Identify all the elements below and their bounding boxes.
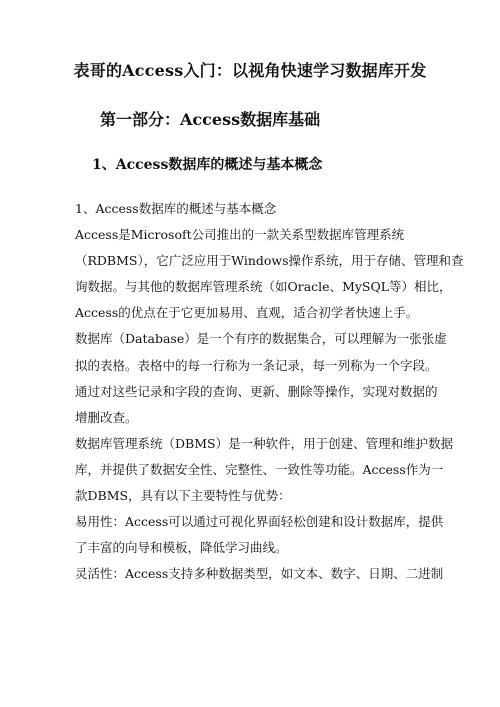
section-heading: 1、Access数据库的概述与基本概念 [92, 157, 323, 173]
part-heading: 第一部分：Access数据库基础 [100, 110, 321, 129]
text-line: 灵活性：Access支持多种数据类型，如文本、数字、日期、二进制 [75, 566, 444, 582]
text-line: （RDBMS），它广泛应用于Windows操作系统，用于存储、管理和查 [75, 253, 464, 269]
text-line: 拟的表格。表格中的每一行称为一条记录，每一列称为一个字段。 [75, 357, 438, 373]
text-line: 增删改查。 [75, 409, 138, 425]
text-line: 1、Access数据库的概述与基本概念 [75, 201, 277, 216]
text-line: 数据库（Database）是一个有序的数据集合，可以理解为一张张虚 [75, 331, 447, 347]
text-line: 询数据。与其他的数据库管理系统（如Oracle、MySQL等）相比， [75, 279, 452, 295]
document-title: 表哥的Access入门：以视角快速学习数据库开发 [73, 61, 427, 80]
text-line: 了丰富的向导和模板，降低学习曲线。 [75, 540, 288, 556]
text-line: Access的优点在于它更加易用、直观，适合初学者快速上手。 [75, 305, 419, 321]
paragraph [75, 561, 444, 587]
body-text [75, 196, 464, 587]
text-line: 易用性：Access可以通过可视化界面轻松创建和设计数据库，提供 [75, 514, 444, 530]
paragraph [75, 431, 454, 509]
text-line: Access是Microsoft公司推出的一款关系型数据库管理系统 [75, 227, 405, 243]
text-line: 库，并提供了数据安全性、完整性、一致性等功能。Access作为一 [75, 461, 444, 477]
text-line: 款DBMS，具有以下主要特性与优势： [75, 488, 291, 504]
text-line: 数据库管理系统（DBMS）是一种软件，用于创建、管理和维护数据 [75, 435, 454, 451]
text-line: 通过对这些记录和字段的查询、更新、删除等操作，实现对数据的 [75, 383, 438, 399]
paragraph [75, 196, 435, 222]
paragraph [75, 509, 444, 561]
paragraph [75, 326, 447, 430]
paragraph [75, 222, 464, 326]
